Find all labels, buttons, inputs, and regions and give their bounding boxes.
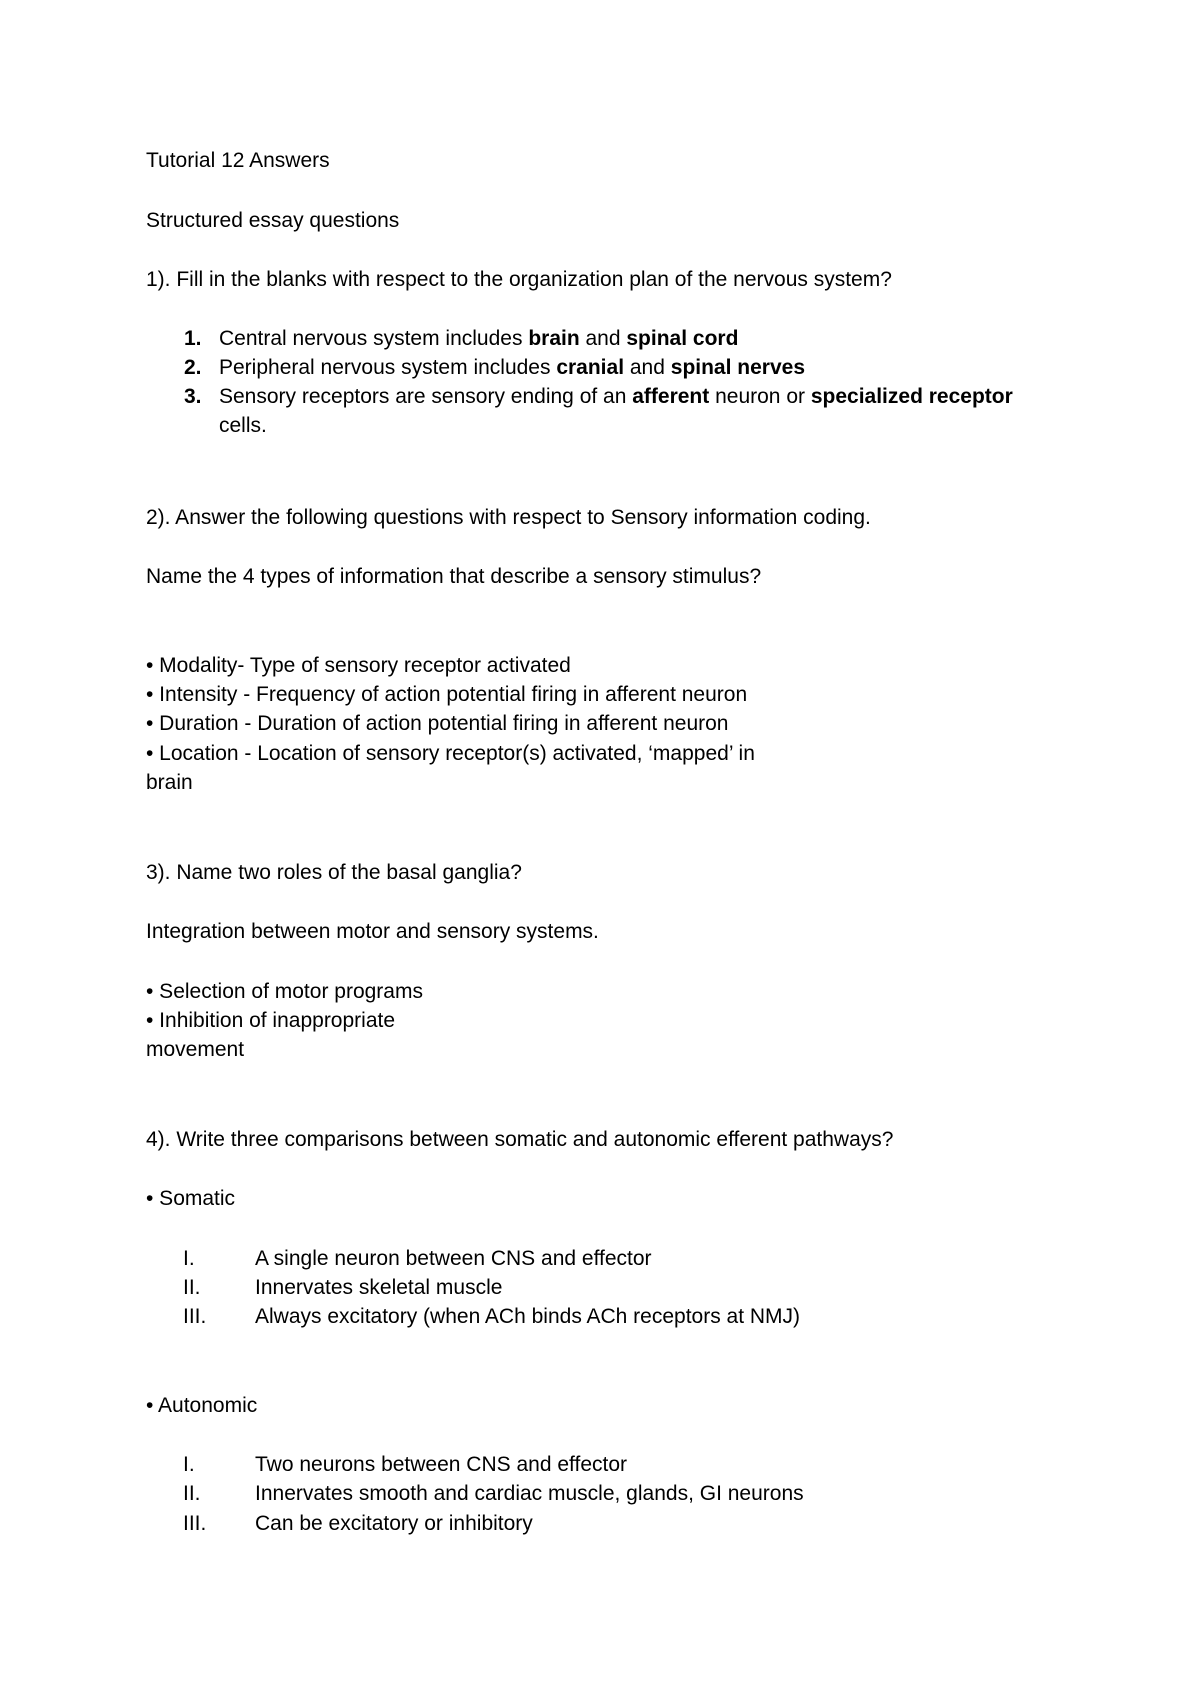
question-3: 3). Name two roles of the basal ganglia? — [146, 861, 522, 884]
q3-bullet-inhibition-continuation: movement — [146, 1038, 245, 1061]
somatic-heading: • Somatic — [146, 1187, 236, 1210]
q2-bullet-location-continuation: brain — [146, 771, 193, 794]
somatic-item-2: Innervates skeletal muscle — [255, 1276, 503, 1299]
somatic-item-number: III. — [183, 1305, 207, 1328]
somatic-item-3: Always excitatory (when ACh binds ACh receptors at NMJ) — [255, 1305, 801, 1328]
question-3-answer: Integration between motor and sensory systems. — [146, 920, 599, 943]
q1-item-3: Sensory receptors are sensory ending of an afferent neuron or specialized receptor — [219, 385, 1013, 408]
page-title: Tutorial 12 Answers — [146, 149, 330, 172]
q3-bullet-inhibition: • Inhibition of inappropriate — [146, 1009, 396, 1032]
question-4: 4). Write three comparisons between somatic and autonomic efferent pathways? — [146, 1128, 894, 1151]
question-1: 1). Fill in the blanks with respect to the organization plan of the nervous system? — [146, 268, 892, 291]
q1-item-number: 3. — [184, 385, 202, 408]
q2-bullet-duration: • Duration - Duration of action potential firing in afferent neuron — [146, 712, 729, 735]
autonomic-item-1: Two neurons between CNS and effector — [255, 1453, 628, 1476]
somatic-item-number: II. — [183, 1276, 201, 1299]
q1-item-number: 2. — [184, 356, 202, 379]
q2-bullet-modality: • Modality- Type of sensory receptor activated — [146, 654, 571, 677]
q3-bullet-selection: • Selection of motor programs — [146, 980, 423, 1003]
somatic-item-1: A single neuron between CNS and effector — [255, 1247, 652, 1270]
autonomic-item-number: III. — [183, 1512, 207, 1535]
autonomic-item-number: I. — [183, 1453, 195, 1476]
autonomic-item-3: Can be excitatory or inhibitory — [255, 1512, 533, 1535]
question-2-prompt: Name the 4 types of information that describe a sensory stimulus? — [146, 565, 762, 588]
question-2: 2). Answer the following questions with respect to Sensory information coding. — [146, 506, 871, 529]
q1-item-1: Central nervous system includes brain and spinal cord — [219, 327, 739, 350]
autonomic-item-2: Innervates smooth and cardiac muscle, glands, GI neurons — [255, 1482, 804, 1505]
section-subtitle: Structured essay questions — [146, 209, 400, 232]
q1-item-2: Peripheral nervous system includes cranial and spinal nerves — [219, 356, 805, 379]
somatic-item-number: I. — [183, 1247, 195, 1270]
autonomic-heading: • Autonomic — [146, 1394, 258, 1417]
q2-bullet-location: • Location - Location of sensory receptor(s) activated, ‘mapped’ in — [146, 742, 755, 765]
autonomic-item-number: II. — [183, 1482, 201, 1505]
q2-bullet-intensity: • Intensity - Frequency of action potential firing in afferent neuron — [146, 683, 748, 706]
q1-item-number: 1. — [184, 327, 202, 350]
q1-item-3-continuation: cells. — [219, 414, 267, 437]
